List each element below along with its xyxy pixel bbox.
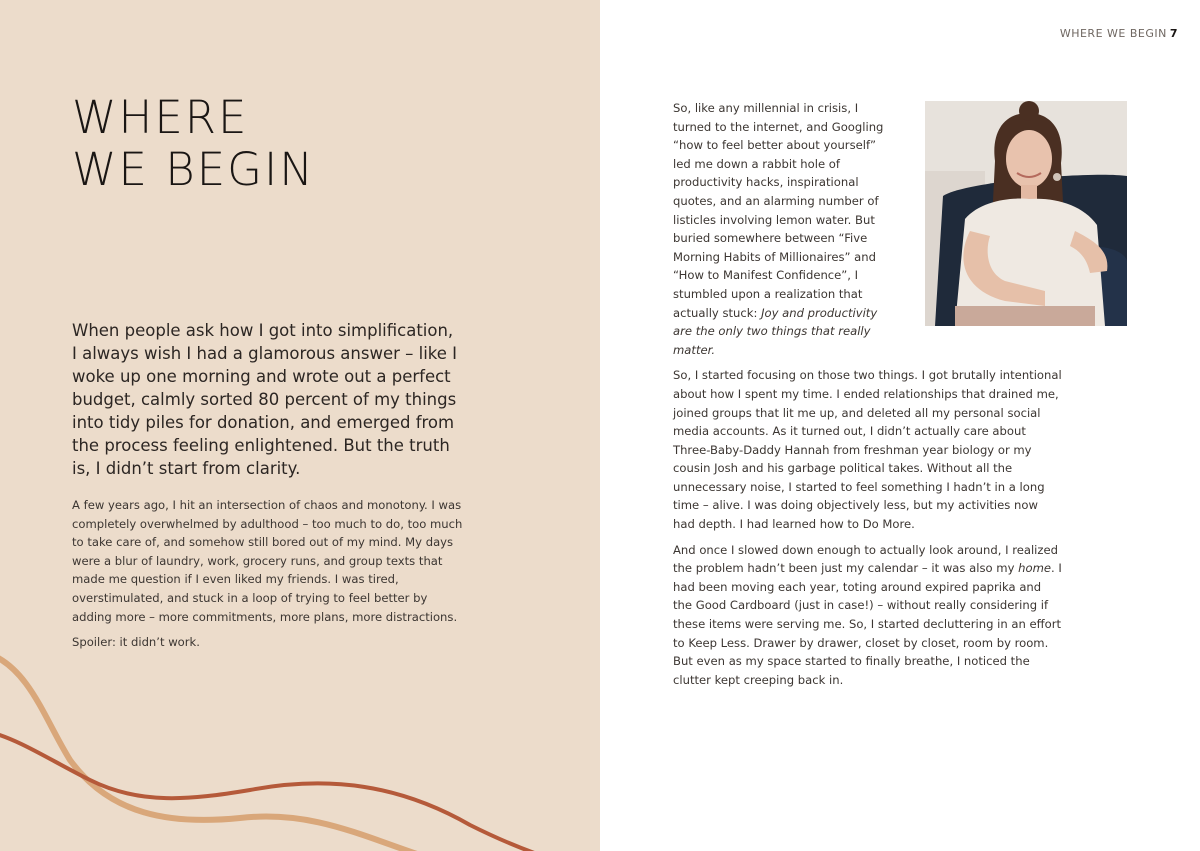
left-body-text [72,496,467,659]
swoosh-tan-line [0,654,420,851]
left-paragraph-2: Spoiler: it didn’t work. [72,635,200,650]
swoosh-rust-line [0,732,540,851]
right-paragraph-3-italic: home [1018,561,1051,576]
running-header [1060,27,1178,40]
intro-paragraph: When people ask how I got into simplification, I always wish I had a glamorous answer – like I woke up one morning and wrote out a perfect budget, calmly sorted 80 percent of my things into tidy piles for donation, and emerged from the process feeling enlightened. But the truth is, I didn’t start from clarity. [72,321,458,478]
right-page [600,0,1200,851]
chapter-title-line-2: WE BEGIN [72,143,315,196]
decorative-swoosh [0,640,600,851]
left-paragraph-1: A few years ago, I hit an intersection of chaos and monotony. I was completely overwhelmed by adulthood – too much to do, too much to take care of, and somehow still bored out of my mind. My days were a blur of laundry, work, grocery runs, and group texts that made me question if I even liked my friends. I was tired, overstimulated, and stuck in a loop of trying to feel better by adding more – more commitments, more plans, more distractions. [72,498,463,624]
chapter-title [72,92,315,196]
right-paragraph-1-text: So, like any millennial in crisis, I turned to the internet, and Googling “how to feel better about yourself” led me down a rabbit hole of productivity hacks, inspirational quotes, and an alarming number of listicles involving lemon water. But buried somewhere between “Five Morning Habits of Millionaires” and “How to Manifest Confidence”, I stumbled upon a realization that actually stuck: [673,101,884,320]
chapter-title-line-1: WHERE [72,91,249,144]
right-paragraph-1 [673,99,895,359]
right-paragraph-3-text-b: . I had been moving each year, toting around expired paprika and the Good Cardboard (just in case!) – without really considering if these items were serving me. So, I started decluttering in an effort to Keep Less. Drawer by drawer, closet by closet, room by room. But even as my space started to finally breathe, I noticed the clutter kept creeping back in. [673,561,1062,687]
right-paragraph-2: So, I started focusing on those two things. I got brutally intentional about how I spent my time. I ended relationships that drained me, joined groups that lit me up, and deleted all my personal social media accounts. As it turned out, I didn’t actually care about Three-Baby-Daddy Hannah from freshman year biology or my cousin Josh and his garbage political takes. Without all the unnecessary noise, I started to feel something I hadn’t in a long time – alive. I was doing objectively less, but my activities now had depth. I had learned how to Do More. [673,368,1062,532]
right-paragraph-3-text-a: And once I slowed down enough to actually look around, I realized the problem hadn’t been just my calendar – it was also my [673,542,1058,576]
running-header-title: WHERE WE BEGIN [1059,27,1167,40]
right-paragraph-1-italic: Joy and productivity are the only two things that really matter. [673,305,878,357]
page-number: 7 [1169,27,1178,40]
right-paragraph-3 [673,541,1063,690]
right-body-text [673,99,1063,696]
